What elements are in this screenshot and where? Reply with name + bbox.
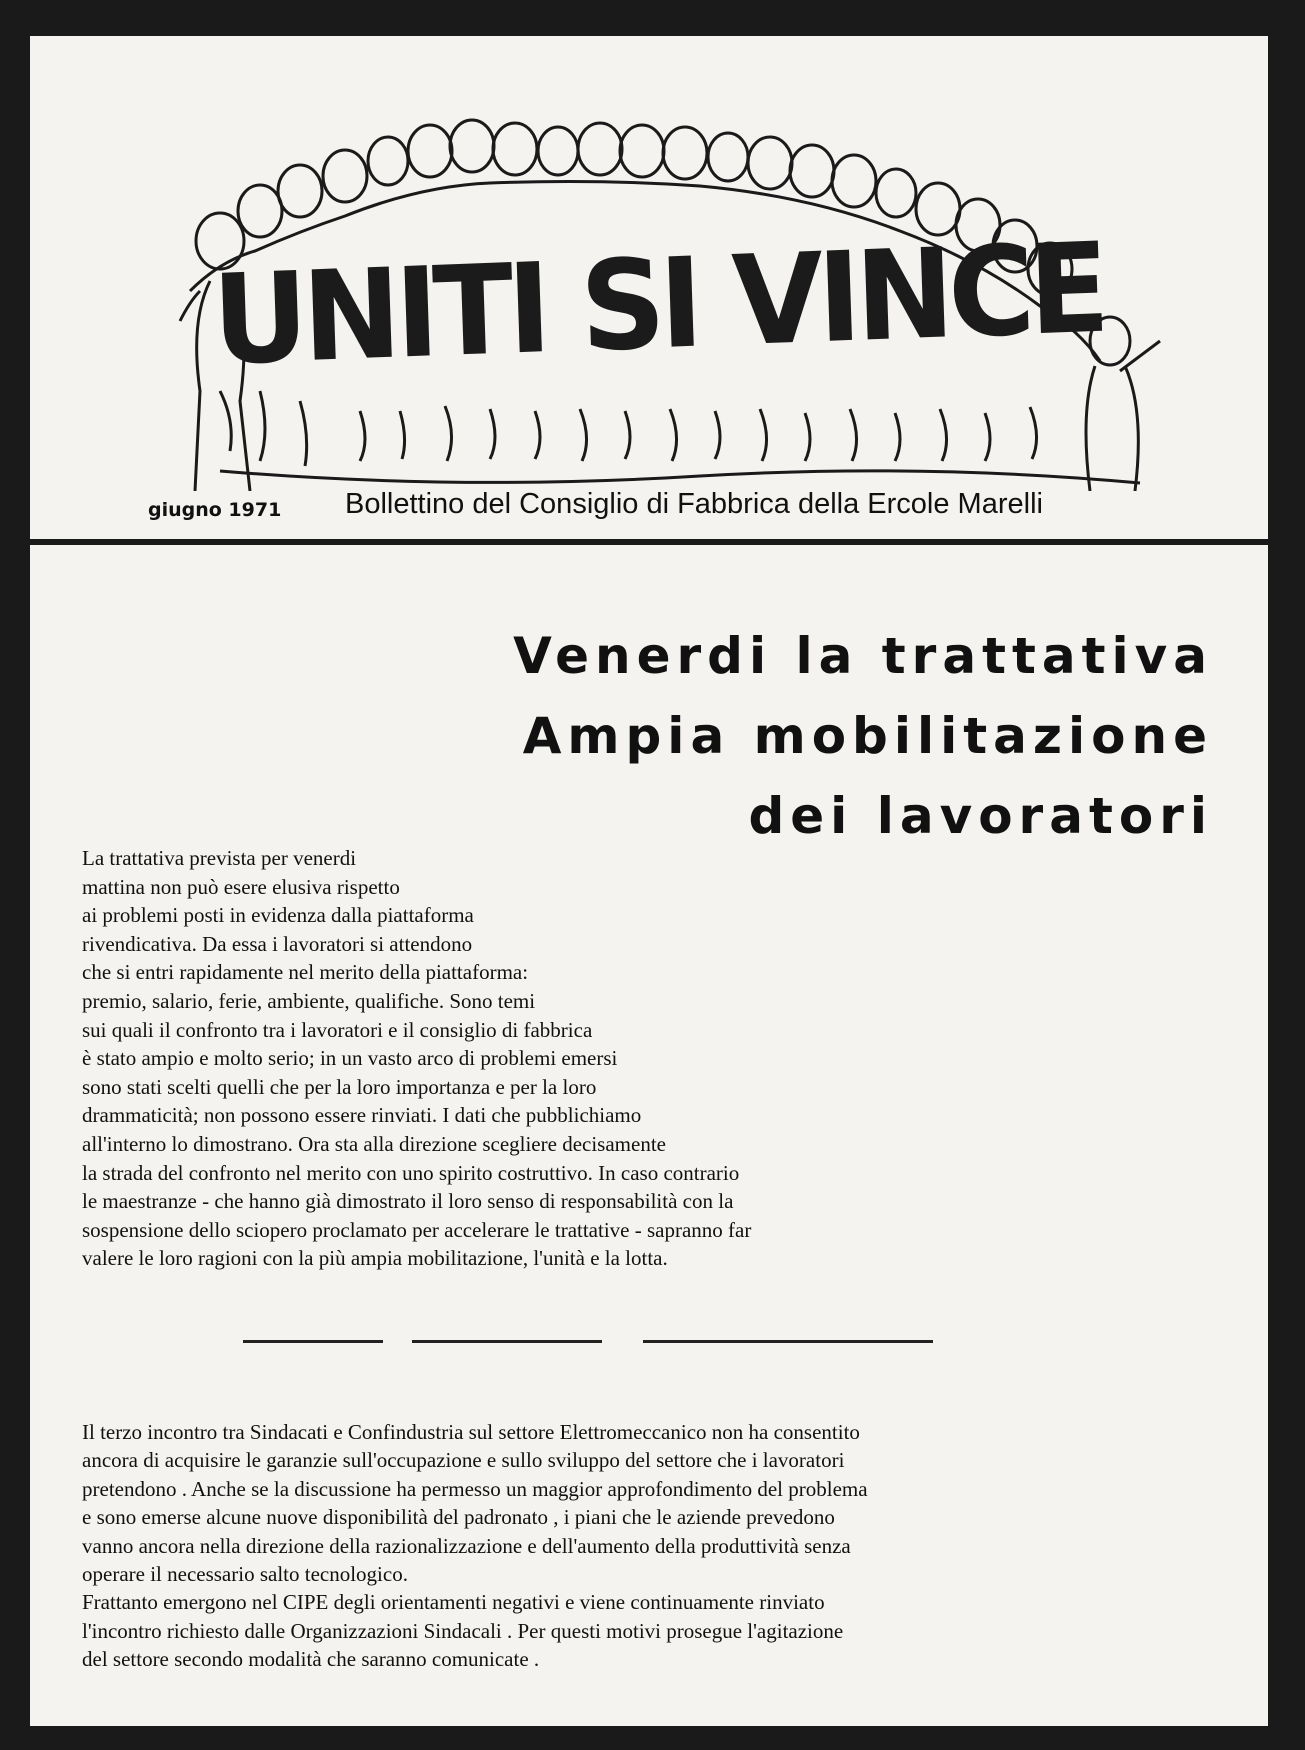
article-line: sospensione dello sciopero proclamato per accelerare le trattative - sapranno far — [82, 1217, 752, 1242]
section-separator — [412, 1340, 602, 1343]
article-line: le maestranze - che hanno già dimostrato il loro senso di responsabilità con la — [82, 1189, 734, 1214]
masthead-subtitle: Bollettino del Consiglio di Fabbrica della Ercole Marelli — [345, 488, 1043, 520]
article-line: è stato ampio e molto serio; in un vasto arco di problemi emersi — [82, 1046, 618, 1071]
article-line: pretendono . Anche se la discussione ha permesso un maggior approfondimento del problema — [82, 1476, 868, 1501]
article-line: ai problemi posti in evidenza dalla piattaforma — [82, 903, 474, 928]
article-line: e sono emerse alcune nuove disponibilità del padronato , i piani che le aziende prevedono — [82, 1505, 835, 1530]
article-line: l'incontro richiesto dalle Organizzazioni Sindacali . Per questi motivi prosegue l'agitazione — [82, 1618, 844, 1643]
article-line: mattina non può esere elusiva rispetto — [82, 874, 400, 899]
article-line: ancora di acquisire le garanzie sull'occupazione e sullo sviluppo del settore che i lavoratori — [82, 1448, 845, 1473]
headline — [313, 616, 1213, 856]
headline-line: dei lavoratori — [748, 787, 1213, 845]
article-line: Il terzo incontro tra Sindacati e Confindustria sul settore Elettromeccanico non ha consentito — [82, 1420, 860, 1444]
article-line: premio, salario, ferie, ambiente, qualifiche. Sono temi — [82, 988, 536, 1013]
article-line: sui quali il confronto tra i lavoratori e il consiglio di fabbrica — [82, 1017, 593, 1042]
masthead-title: UNITI SI VINCE — [210, 215, 1106, 393]
headline-line: Ampia mobilitazione — [522, 707, 1213, 765]
article-line: Frattanto emergono nel CIPE degli orientamenti negativi e viene continuamente rinviato — [82, 1590, 825, 1615]
masthead-illustration — [160, 91, 1170, 491]
article-line: all'interno lo dimostrano. Ora sta alla direzione scegliere decisamente — [82, 1131, 666, 1156]
article-line: valere le loro ragioni con la più ampia mobilitazione, l'unità e la lotta. — [82, 1246, 668, 1271]
headline-line: Venerdi la trattativa — [513, 627, 1213, 685]
article-line: drammaticità; non possono essere rinviati. I dati che pubblichiamo — [82, 1103, 642, 1128]
article-line: operare il necessario salto tecnologico. — [82, 1562, 408, 1587]
article-line: la strada del confronto nel merito con uno spirito costruttivo. In caso contrario — [82, 1160, 740, 1185]
article-line: sono stati scelti quelli che per la loro importanza e per la loro — [82, 1074, 597, 1099]
section-separator — [643, 1340, 933, 1343]
article-line: del settore secondo modalità che saranno comunicate . — [82, 1647, 540, 1672]
issue-date: giugno 1971 — [148, 499, 282, 521]
article-line: che si entri rapidamente nel merito della piattaforma: — [82, 960, 529, 985]
masthead-divider — [30, 539, 1268, 545]
section-separator — [243, 1340, 383, 1343]
article-line: La trattativa prevista per venerdi — [82, 846, 357, 870]
article-line: vanno ancora nella direzione della razionalizzazione e dell'aumento della produttività senza — [82, 1533, 851, 1558]
article-line: rivendicativa. Da essa i lavoratori si attendono — [82, 931, 473, 956]
article-elettromeccanico — [82, 1418, 1262, 1674]
article-trattativa — [82, 844, 1142, 1273]
newsletter-page — [30, 36, 1268, 1726]
